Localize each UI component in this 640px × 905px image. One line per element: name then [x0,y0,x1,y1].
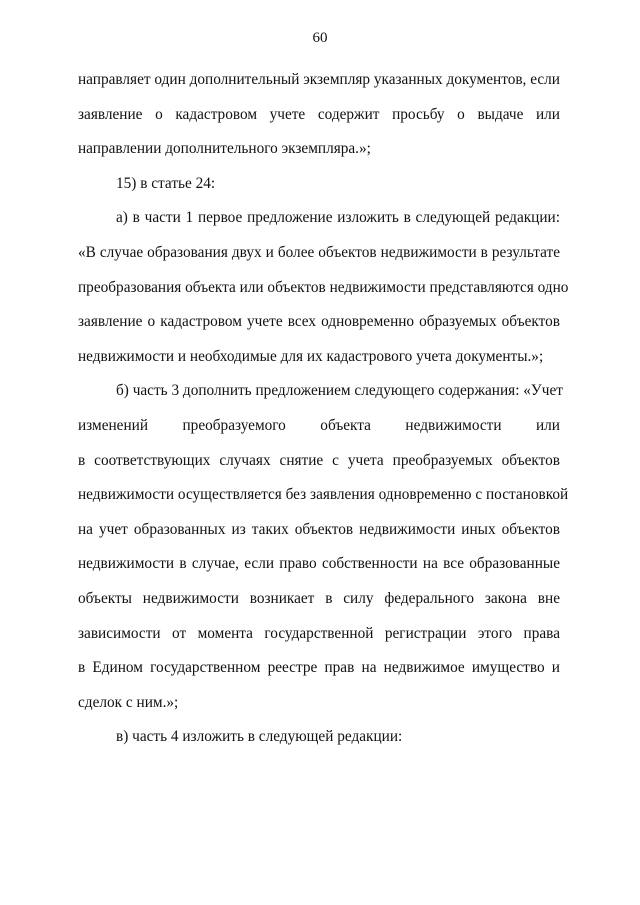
document-body [78,63,569,755]
text-line: недвижимости в случае, если право собственности на все образованные [78,555,560,573]
text-line: в соответствующих случаях снятие с учета преобразуемых объектов [78,451,560,469]
text-line: направлении дополнительного экземпляра.»; [78,140,371,158]
text-line: б) часть 3 дополнить предложением следующего содержания: «Учет [116,382,563,400]
text-line: «В случае образования двух и более объектов недвижимости в результате [78,243,560,261]
page-number: 60 [312,30,328,46]
text-line: а) в части 1 первое предложение изложить в следующей редакции: [116,209,560,227]
text-line: 15) в статье 24: [116,174,216,192]
text-line: заявление о кадастровом учете всех одновременно образуемых объектов [78,313,560,331]
text-line: в) часть 4 изложить в следующей редакции: [116,728,403,746]
text-line: объекты недвижимости возникает в силу федерального закона вне [78,589,560,607]
text-line: сделок с ним.»; [78,693,179,711]
text-line: недвижимости и необходимые для их кадастрового учета документы.»; [78,347,544,365]
text-line: заявление о кадастровом учете содержит просьбу о выдаче или [78,105,560,123]
text-line: зависимости от момента государственной регистрации этого права [78,624,560,642]
text-line: направляет один дополнительный экземпляр указанных документов, если [78,71,560,88]
text-line: на учет образованных из таких объектов недвижимости иных объектов [78,520,560,538]
text-line: недвижимости осуществляется без заявления одновременно с постановкой [78,486,569,504]
text-line: в Едином государственном реестре прав на недвижимое имущество и [78,659,560,677]
text-line: изменений преобразуемого объекта недвижимости или [78,416,560,434]
text-line: преобразования объекта или объектов недвижимости представляются одно [78,278,569,296]
